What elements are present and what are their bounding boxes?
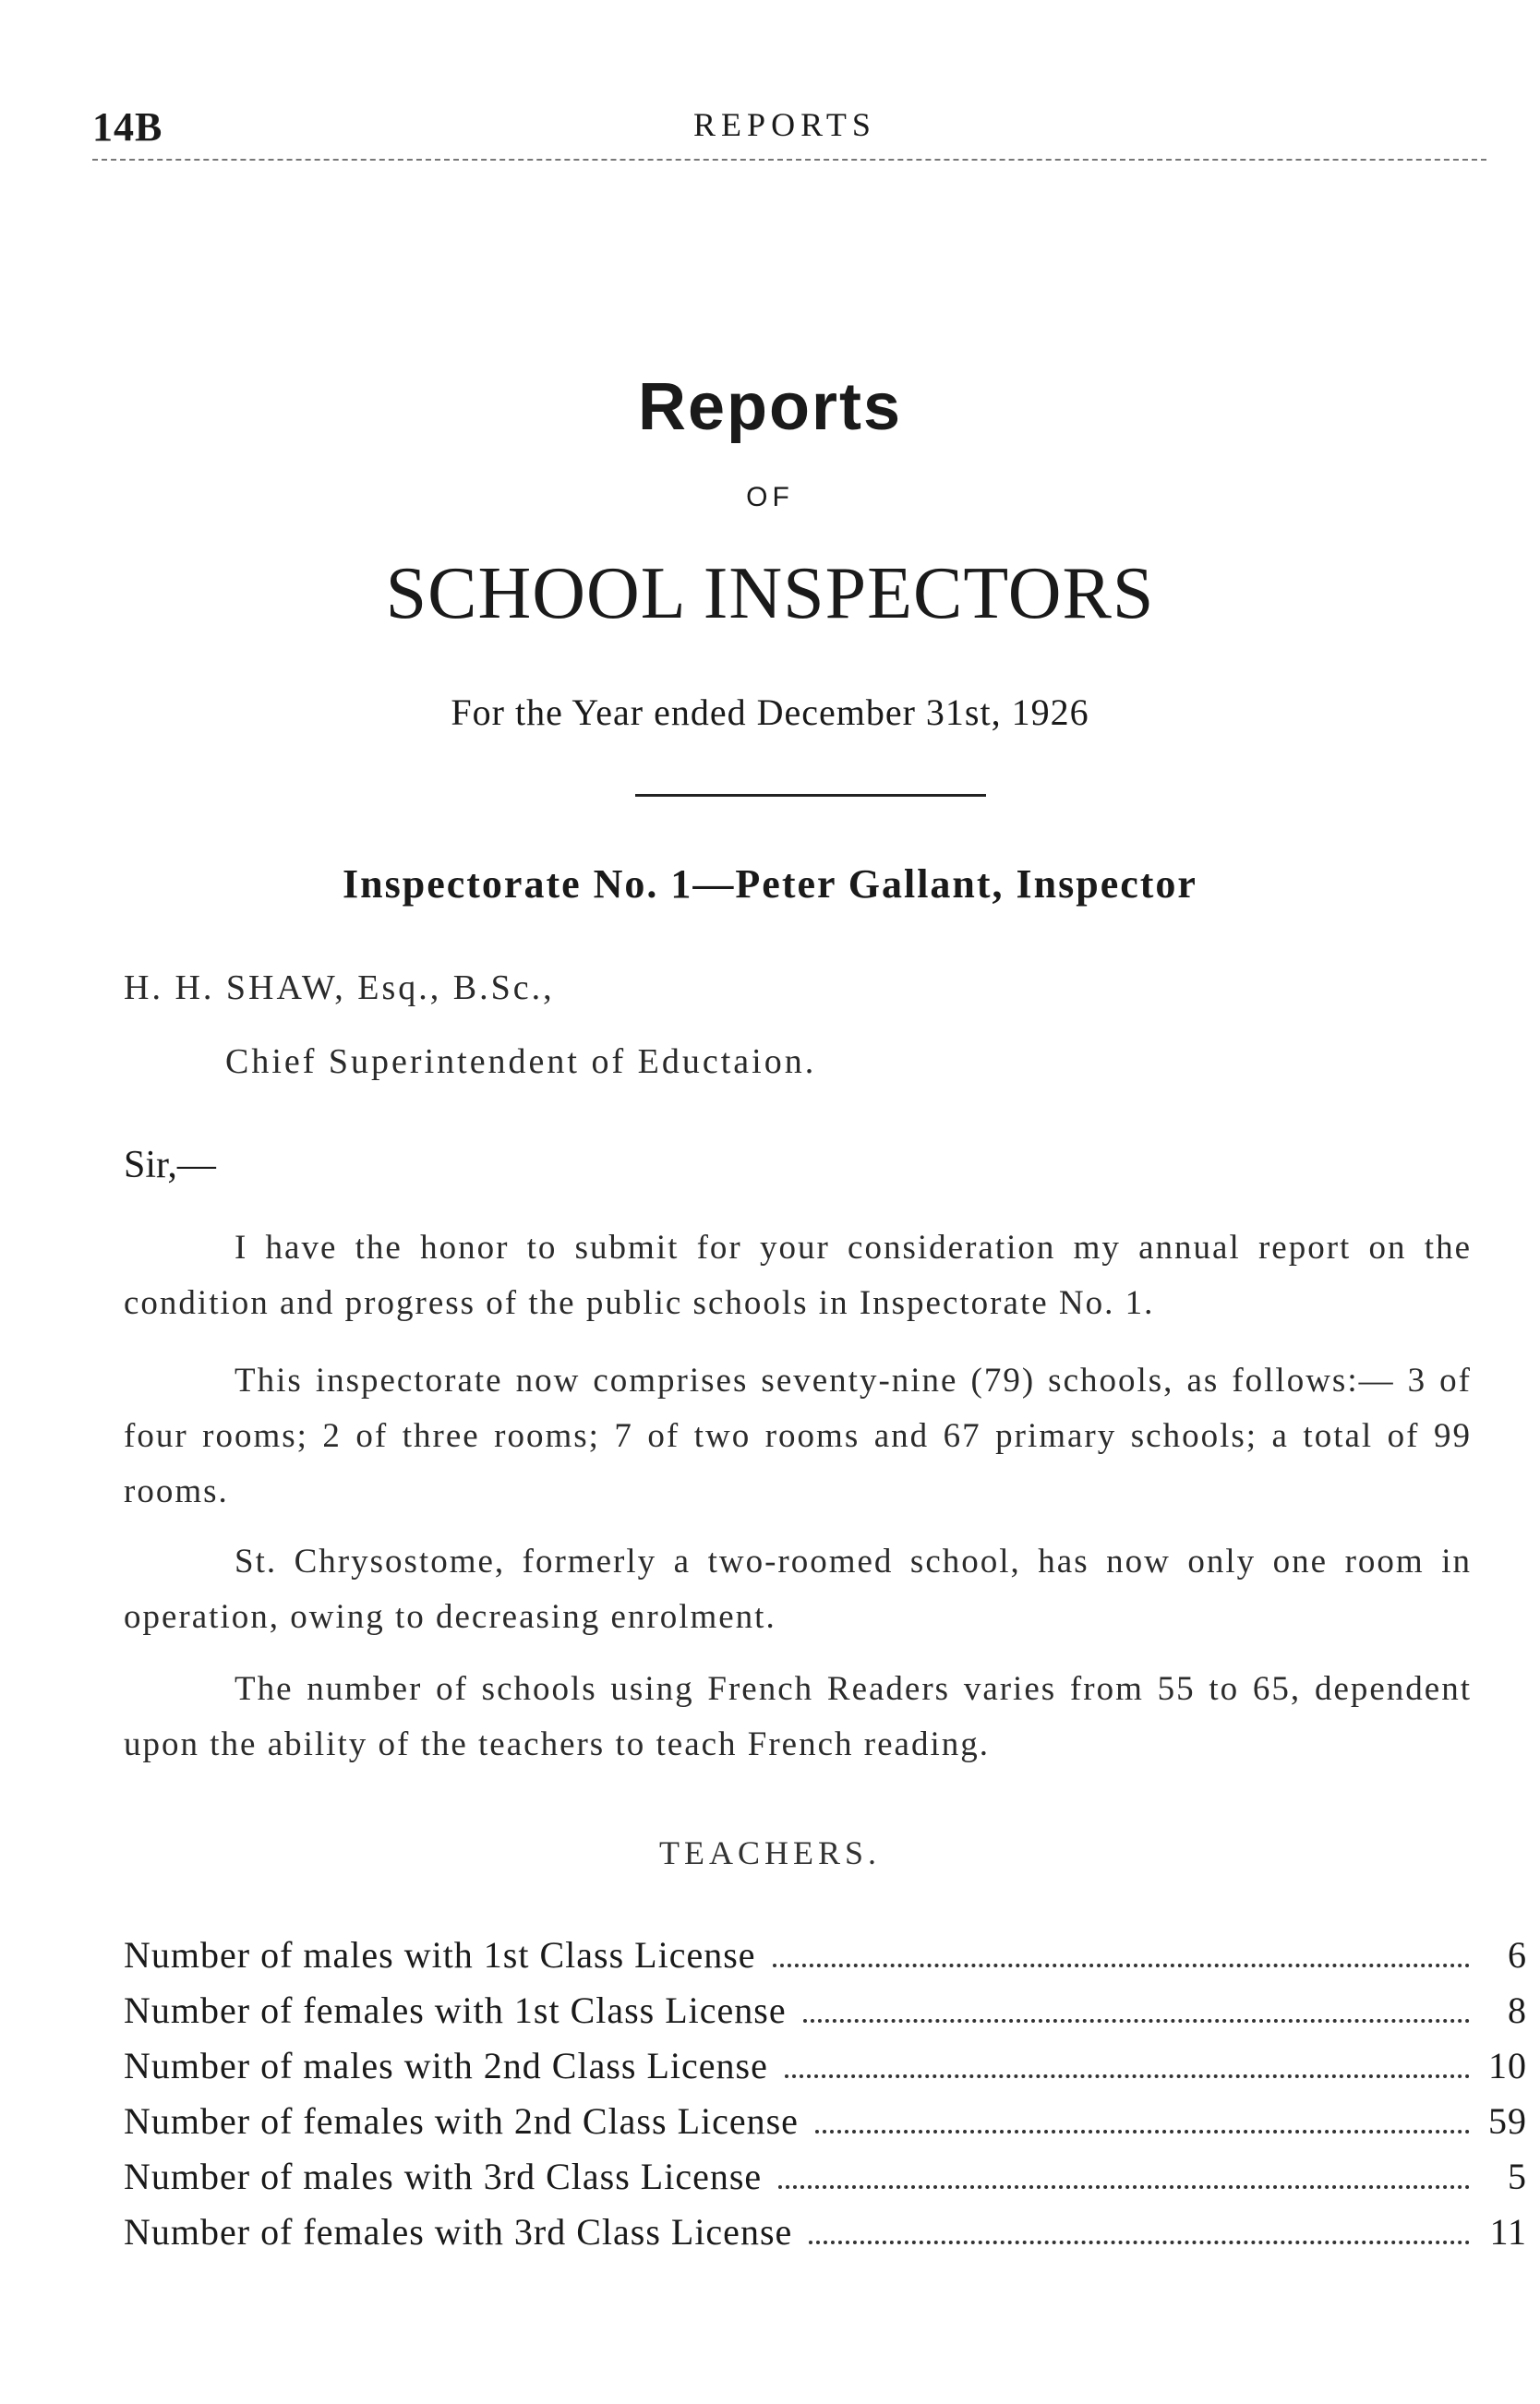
paragraph-st-chrysostome: St. Chrysostome, formerly a two-roomed school, has now only one room in operation, owing to decreasing enrolment. [124,1543,1472,1636]
teacher-row-value: 6 [1508,1934,1527,1976]
addressee-name: H. H. SHAW, Esq., B.Sc., [124,968,555,1007]
teachers-heading: TEACHERS. [658,1834,881,1871]
title-year-line: For the Year ended December 31st, 1926 [451,691,1089,733]
teacher-row-value: 59 [1488,2100,1527,2142]
dot-leader [773,1964,1470,1967]
teacher-row-value: 10 [1488,2045,1527,2086]
dot-leader [803,2019,1470,2023]
paragraph-french-readers: The number of schools using French Readers varies from 55 to 65, dependent upon the ability of the teachers to teach French reading. [124,1670,1472,1763]
teacher-row-label: Number of females with 3rd Class License [124,2211,793,2253]
paragraph-intro: I have the honor to submit for your consideration my annual report on the condition and progress of the public schools in Inspectorate No. 1. [124,1229,1472,1322]
teacher-row-label: Number of females with 2nd Class License [124,2100,799,2142]
teacher-row-label: Number of males with 3rd Class License [124,2156,763,2197]
teacher-row-label: Number of males with 1st Class License [124,1934,756,1976]
teacher-row [124,2099,1527,2155]
teacher-row [124,1933,1527,1989]
title-school-inspectors: SCHOOL INSPECTORS [385,553,1155,634]
teacher-row-label: Number of females with 1st Class License [124,1989,787,2031]
teacher-row [124,1989,1527,2044]
addressee-title: Chief Superintendent of Eductaion. [225,1042,817,1081]
running-head [92,103,1477,159]
dot-leader [778,2185,1470,2189]
teachers-list [124,1933,1527,2266]
paragraph-schools: This inspectorate now comprises seventy-nine (79) schools, as follows:— 3 of four rooms; 2 of three rooms; 7 of two rooms and 67 primary schools; a total of 99 rooms. [124,1362,1472,1510]
title-of: OF [746,482,794,512]
teacher-row-value: 5 [1508,2156,1527,2197]
dot-leader [815,2130,1470,2134]
teacher-row-label: Number of males with 2nd Class License [124,2045,768,2086]
dot-leader [785,2074,1470,2078]
teacher-row [124,2210,1527,2266]
teacher-row [124,2155,1527,2210]
teacher-row-value: 11 [1489,2211,1527,2253]
page-number: 14B [92,104,163,150]
teacher-row [124,2044,1527,2099]
dot-leader [809,2241,1470,2244]
title-divider [635,794,986,797]
inspectorate-heading: Inspectorate No. 1—Peter Gallant, Inspector [343,861,1197,907]
running-title: REPORTS [693,106,876,143]
header-rule [92,159,1486,161]
title-reports: Reports [637,370,903,444]
salutation: Sir,— [124,1144,216,1186]
teacher-row-value: 8 [1508,1989,1527,2031]
